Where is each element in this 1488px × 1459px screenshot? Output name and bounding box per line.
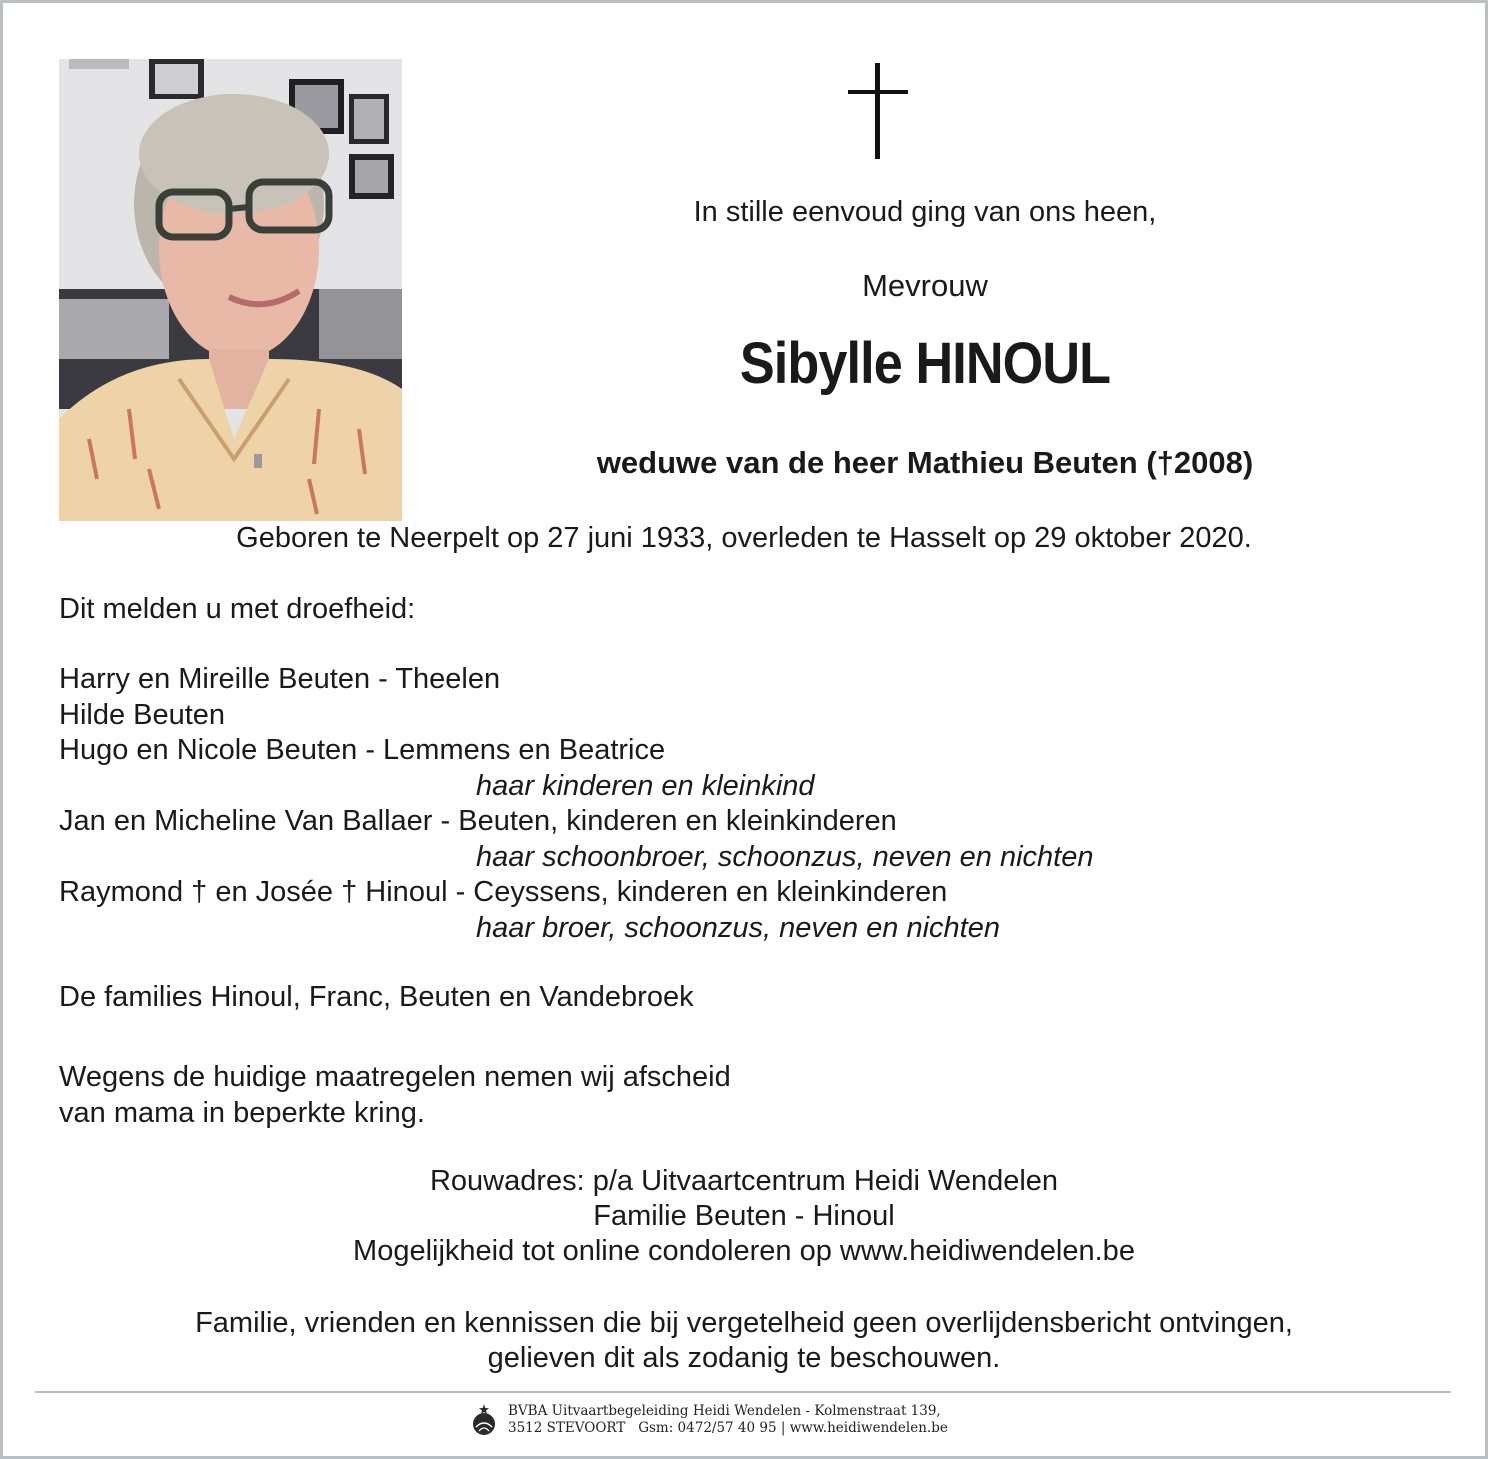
notice-line: gelieven dit als zodanig te beschouwen. [487,1342,1001,1374]
portrait-photo [59,59,402,521]
family-line: Harry en Mireille Beuten - Theelen [59,663,501,695]
family-line: Hugo en Nicole Beuten - Lemmens en Beatrice [59,734,666,766]
announce-line: Dit melden u met droefheid: [59,593,416,625]
cross-icon [848,63,908,159]
family-line: Jan en Micheline Van Ballaer - Beuten, kinderen en kleinkinderen [59,805,897,837]
family-list [59,662,1093,946]
footer-line: BVBA Uitvaartbegeleiding Heidi Wendelen - Kolmenstraat 139, [508,1403,941,1419]
intro-line: In stille eenvoud ging van ons heen, [693,196,1157,228]
address-block [0,1164,1488,1269]
family-line: Raymond † en Josée † Hinoul - Ceyssens, kinderen en kleinkinderen [59,876,948,908]
deceased-name: Sibylle HINOUL [739,331,1111,396]
families-line: De families Hinoul, Franc, Beuten en Vandebroek [59,981,694,1013]
footer-line: 3512 STEVOORT Gsm: 0472/57 40 95 | www.heidiwendelen.be [508,1420,948,1436]
birth-death-line: Geboren te Neerpelt op 27 juni 1933, overleden te Hasselt op 29 oktober 2020. [236,522,1252,554]
family-relation: haar broer, schoonzus, neven en nichten [476,911,1000,944]
address-line: Rouwadres: p/a Uitvaartcentrum Heidi Wendelen [429,1165,1059,1197]
footer [470,1403,948,1437]
family-relation: haar kinderen en kleinkind [476,769,815,802]
widow-line: weduwe van de heer Mathieu Beuten (†2008) [596,445,1254,480]
measures-line: van mama in beperkte kring. [59,1096,425,1129]
condolence-line: Mogelijkheid tot online condoleren op www.heidiwendelen.be [353,1235,1135,1267]
family-line: Hilde Beuten [59,698,226,731]
address-family: Familie Beuten - Hinoul [593,1200,895,1232]
measures-text [59,1060,731,1131]
title-salutation: Mevrouw [862,268,988,303]
measures-line: Wegens de huidige maatregelen nemen wij afscheid [59,1061,731,1093]
footer-divider [35,1391,1451,1393]
family-relation: haar schoonbroer, schoonzus, neven en nichten [476,840,1094,873]
funeral-home-logo-icon [470,1403,498,1437]
footer-text [508,1403,948,1437]
notice-line: Familie, vrienden en kennissen die bij vergetelheid geen overlijdensbericht ontvingen, [195,1307,1293,1339]
notice-block [0,1306,1488,1376]
